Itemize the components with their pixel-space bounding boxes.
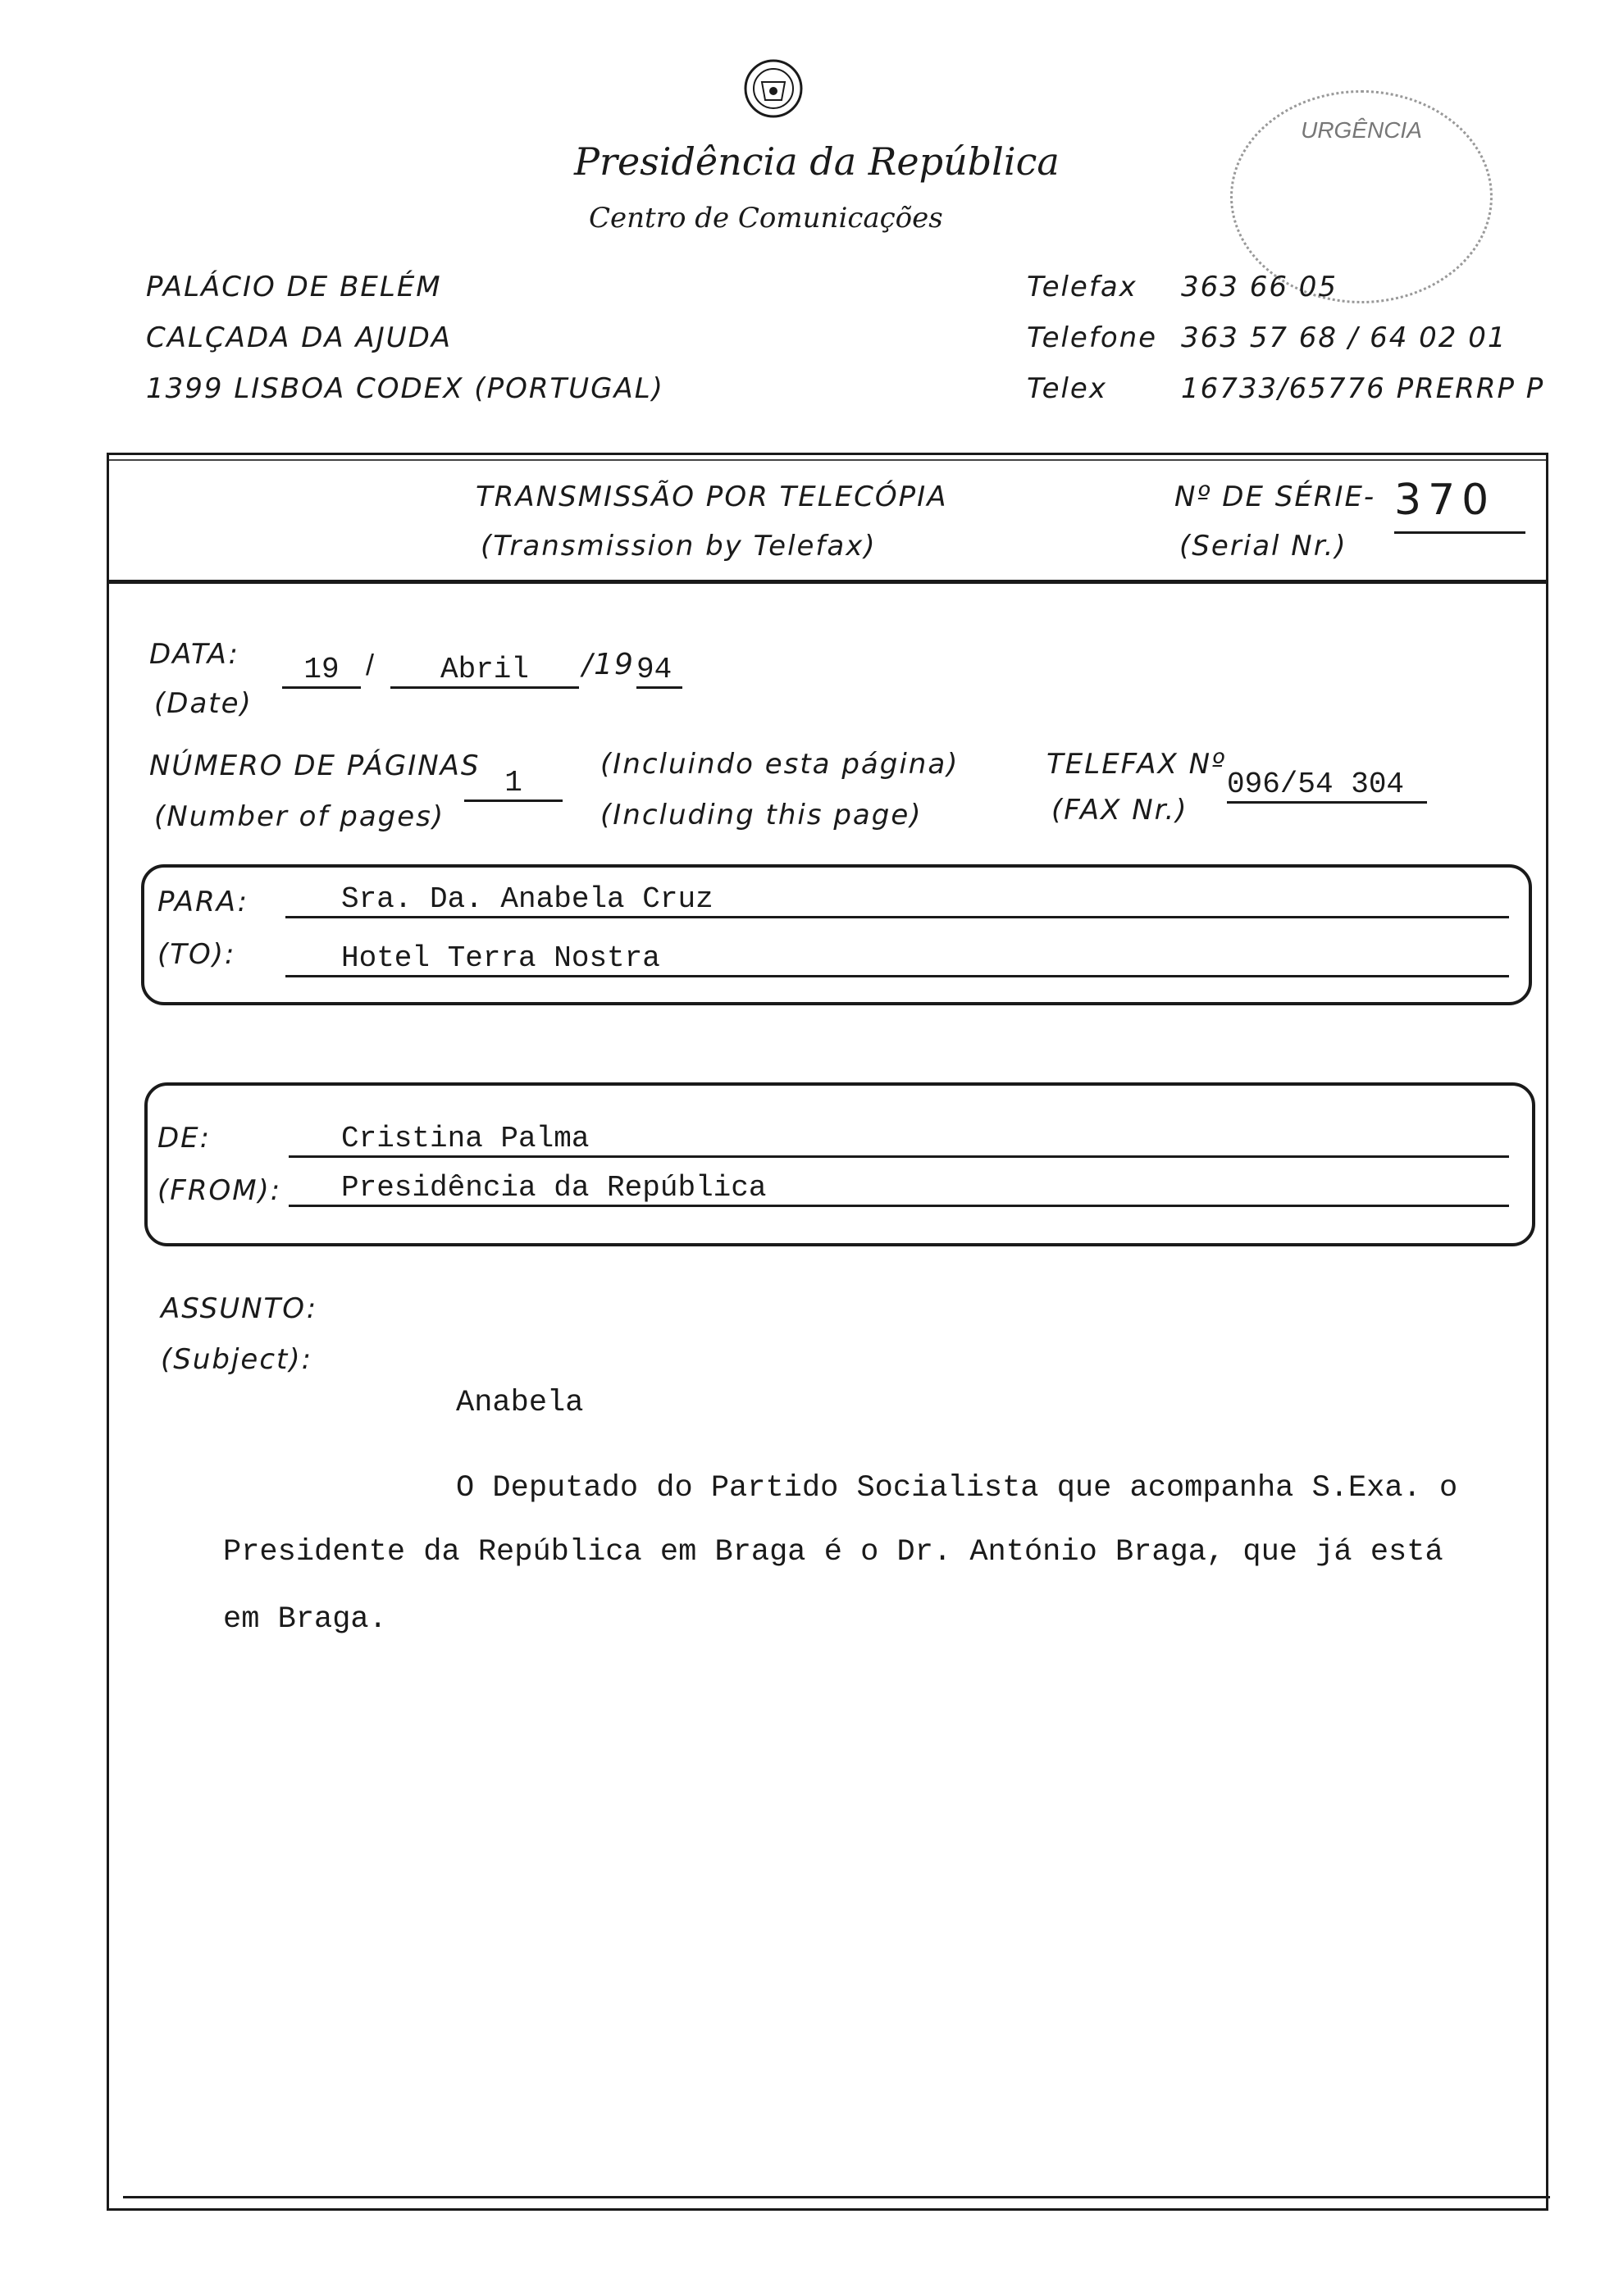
message-line-1: O Deputado do Partido Socialista que acompanha S.Exa. o bbox=[456, 1471, 1458, 1506]
to-label: PARA: bbox=[157, 886, 249, 918]
date-year: 94 bbox=[636, 653, 682, 689]
date-slash: / bbox=[366, 648, 375, 681]
header-bottom-rule bbox=[109, 580, 1546, 584]
subject-label: ASSUNTO: bbox=[161, 1292, 318, 1325]
telex-label: Telex bbox=[1027, 372, 1107, 405]
fax-value: 096/54 304 bbox=[1227, 768, 1427, 804]
telefax-label: Telefax bbox=[1027, 271, 1138, 303]
pages-label: NÚMERO DE PÁGINAS bbox=[149, 749, 481, 782]
date-month: Abril bbox=[390, 653, 579, 689]
telefone-value: 363 57 68 / 64 02 01 bbox=[1181, 321, 1507, 354]
address-line-1: PALÁCIO DE BELÉM bbox=[146, 271, 442, 303]
from-label: DE: bbox=[157, 1122, 212, 1155]
subject-label-en: (Subject): bbox=[161, 1343, 313, 1376]
pages-note-en: (Including this page) bbox=[600, 799, 923, 831]
message-line-3: em Braga. bbox=[223, 1602, 387, 1637]
telefone-label: Telefone bbox=[1027, 321, 1158, 354]
to-label-en: (TO): bbox=[157, 938, 236, 971]
header-top-rule bbox=[109, 459, 1546, 461]
from-box bbox=[144, 1082, 1535, 1246]
to-org: Hotel Terra Nostra bbox=[285, 941, 1509, 977]
header-title: Presidência da República bbox=[574, 139, 1060, 184]
serial-label-en: (Serial Nr.) bbox=[1179, 530, 1347, 563]
frame-bottom-rule bbox=[123, 2196, 1550, 2198]
form-heading-en: (Transmission by Telefax) bbox=[481, 530, 877, 563]
address-line-3: 1399 LISBOA CODEX (PORTUGAL) bbox=[146, 372, 664, 405]
address-line-2: CALÇADA DA AJUDA bbox=[146, 321, 453, 354]
telex-value: 16733/65776 PRERRP P bbox=[1181, 372, 1545, 405]
stamp-text: URGÊNCIA bbox=[1301, 117, 1422, 143]
header-subtitle: Centro de Comunicações bbox=[589, 202, 943, 235]
fax-label-en: (FAX Nr.) bbox=[1051, 794, 1188, 827]
presidency-seal-icon bbox=[742, 57, 805, 120]
serial-underline bbox=[1394, 531, 1525, 534]
from-name: Cristina Palma bbox=[289, 1122, 1509, 1158]
pages-value: 1 bbox=[464, 766, 563, 802]
date-year-prefix: /19 bbox=[582, 648, 635, 681]
date-label-en: (Date) bbox=[154, 687, 253, 720]
from-org: Presidência da República bbox=[289, 1171, 1509, 1207]
form-heading: TRANSMISSÃO POR TELECÓPIA bbox=[476, 481, 948, 513]
fax-label: TELEFAX Nº bbox=[1046, 748, 1227, 781]
serial-value: 370 bbox=[1394, 476, 1496, 525]
from-label-en: (FROM): bbox=[157, 1174, 282, 1207]
form-frame bbox=[107, 453, 1548, 2211]
to-name: Sra. Da. Anabela Cruz bbox=[285, 882, 1509, 918]
pages-label-en: (Number of pages) bbox=[154, 800, 445, 833]
telefax-value: 363 66 05 bbox=[1181, 271, 1338, 303]
pages-note: (Incluindo esta página) bbox=[600, 748, 960, 781]
date-day: 19 bbox=[282, 653, 361, 689]
serial-label: Nº DE SÉRIE- bbox=[1174, 481, 1376, 513]
date-label: DATA: bbox=[149, 638, 239, 671]
message-salutation: Anabela bbox=[456, 1386, 584, 1420]
message-line-2: Presidente da República em Braga é o Dr. António Braga, que já está bbox=[223, 1535, 1443, 1569]
